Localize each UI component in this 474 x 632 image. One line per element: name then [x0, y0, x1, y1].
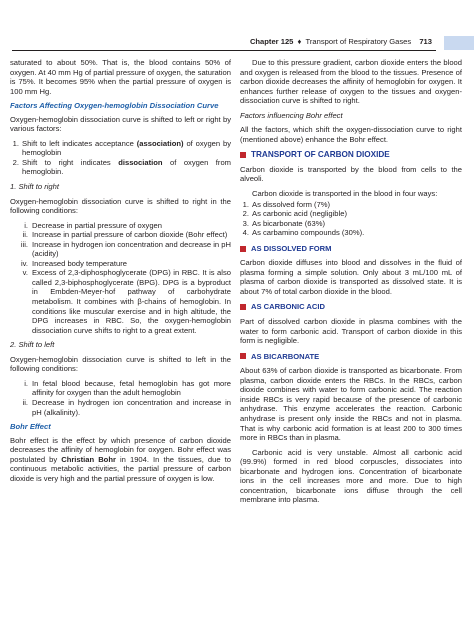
- right-column: [240, 58, 462, 510]
- section-heading-transport: TRANSPORT OF CARBON DIOXIDE: [240, 150, 462, 160]
- list-item: 4. As carbamino compounds (30%).: [242, 228, 365, 238]
- list-item: v. Excess of 2,3-diphosphoglycerate (DPG) in RBC. It is also called 2,3-biphosphoglycerate (BPG). DPG is a byproduct in Embden-Meyer-hof pathway of carbohydrate metabolism. It combines with β-chains of hemoglobin. In conditions like muscular exercise and in high altitude, the DPG increases in RBC. So, the oxygen-hemoglobin dissociation curve shifts to right to a great extent.: [22, 268, 231, 335]
- subheading-shift-right: 1. Shift to right: [10, 182, 59, 192]
- chapter-title: Transport of Respiratory Gases: [305, 37, 412, 46]
- list-item: 2. Shift to right indicates dissociation of oxygen from hemoglobin.: [12, 157, 231, 177]
- left-conditions-list: [10, 379, 231, 417]
- square-bullet-icon: [240, 246, 246, 252]
- paragraph: Carbon dioxide diffuses into blood and dissolves in the fluid of plasma forming a simple solution. Only about 3 mL/100 mL of plasma of carbon dioxide is transported as dissolved state. It is about 7% of total carbon dioxide in the blood.: [240, 258, 462, 296]
- list-item: 3. As bicarbonate (63%): [242, 218, 326, 228]
- paragraph: Oxygen-hemoglobin dissociation curve is shifted to left in the following conditions:: [10, 354, 231, 374]
- list-item: 1. Shift to left indicates acceptance (association) of oxygen by hemoglobin: [12, 138, 231, 158]
- list-item: i. In fetal blood because, fetal hemoglobin has got more affinity for oxygen than the adult hemoglobin: [24, 378, 231, 398]
- left-column: [10, 58, 231, 488]
- subheading-shift-left: 2. Shift to left: [10, 340, 55, 350]
- square-bullet-icon: [240, 304, 246, 310]
- list-item: i. Decrease in partial pressure of oxygen: [24, 220, 163, 230]
- ways-list: [240, 200, 462, 238]
- list-item: ii. Decrease in hydrogen ion concentration and increase in pH (alkalinity).: [22, 397, 231, 417]
- subheading-factors: Factors Affecting Oxygen-hemoglobin Dissociation Curve: [10, 101, 219, 111]
- paragraph: Carbon dioxide is transported in the blood in four ways:: [252, 189, 438, 199]
- header-rule: [12, 50, 436, 51]
- list-item: iii. Increase in hydrogen ion concentration and decrease in pH (acidity): [20, 239, 231, 259]
- square-bullet-icon: [240, 353, 246, 359]
- factors-list: [10, 139, 231, 177]
- section-heading-carbonic: AS CARBONIC ACID: [240, 302, 462, 312]
- subheading-bohr-factors: Factors influencing Bohr effect: [240, 110, 343, 120]
- paragraph-bohr: Bohr effect is the effect by which presence of carbon dioxide decreases the affinity of hemoglobin for oxygen. Bohr effect was postulated by Christian Bohr in 1904. In the tissues, due to continuous metabolic activities, the partial pressure of carbon dioxide is very high and the partial pressure of oxygen is low.: [10, 435, 231, 483]
- paragraph: Oxygen-hemoglobin dissociation curve is shifted to left or right by various factors:: [10, 114, 231, 134]
- separator-glyph: ♦: [297, 37, 302, 46]
- square-bullet-icon: [240, 152, 246, 158]
- running-head: [250, 37, 432, 46]
- paragraph: Due to this pressure gradient, carbon dioxide enters the blood and oxygen is released from the blood to the tissues. Presence of carbon dioxide decreases the affinity of hemoglobin for oxygen. It enhances further release of oxygen to the tissues and oxygen-dissociation curve is shifted to right.: [240, 58, 462, 106]
- section-heading-bicarbonate: AS BICARBONATE: [240, 352, 462, 362]
- paragraph: Carbonic acid is very unstable. Almost all carbonic acid (99.9%) formed in red blood corpuscles, dissociates into bicarbonate and hydrogen ions. Concentration of bicarbonate ions in the cell increases more and more. Due to high concentration, bicarbonate ions diffuse through the cell membrane into plasma.: [240, 447, 462, 505]
- page-header: [0, 0, 474, 58]
- subheading-bohr: Bohr Effect: [10, 422, 51, 432]
- list-item: iv. Increased body temperature: [20, 258, 127, 268]
- thumb-tab: [444, 36, 474, 50]
- list-item: ii. Increase in partial pressure of carbon dioxide (Bohr effect): [22, 230, 228, 240]
- chapter-label: Chapter 125: [249, 37, 294, 46]
- list-item: 1. As dissolved form (7%): [242, 199, 331, 209]
- list-item: 2. As carbonic acid (negligible): [242, 209, 347, 219]
- paragraph: Carbon dioxide is transported by the blood from cells to the alveoli.: [240, 164, 462, 184]
- paragraph: About 63% of carbon dioxide is transported as bicarbonate. From plasma, carbon dioxide enters the RBCs. In the RBCs, carbon dioxide combines with water to form carbonic acid. The reaction inside RBCs is very rapid because of the presence of carbonic anhydrase. This enzyme accelerates the reaction. Carbonic anhydrase is present only inside the RBCs and not in plasma. That is why carbonic acid formation is at least 200 to 300 times more in RBCs than in plasma.: [240, 366, 462, 443]
- paragraph: Oxygen-hemoglobin dissociation curve is shifted to right in the following conditions:: [10, 196, 231, 216]
- paragraph: saturated to about 50%. That is, the blood contains 50% of oxygen. At 40 mm Hg of partial pressure of oxygen, the saturation is 75%. It becomes 95% when the partial pressure of oxygen is 100 mm Hg.: [10, 58, 231, 96]
- right-conditions-list: [10, 221, 231, 336]
- page-number: 713: [419, 37, 432, 46]
- paragraph: Part of dissolved carbon dioxide in plasma combines with the water to form carbonic acid. Transport of carbon dioxide in this form is negligible.: [240, 317, 462, 346]
- section-heading-dissolved: AS DISSOLVED FORM: [240, 244, 462, 254]
- paragraph: All the factors, which shift the oxygen-dissociation curve to right (mentioned above) enhance the Bohr effect.: [240, 125, 462, 144]
